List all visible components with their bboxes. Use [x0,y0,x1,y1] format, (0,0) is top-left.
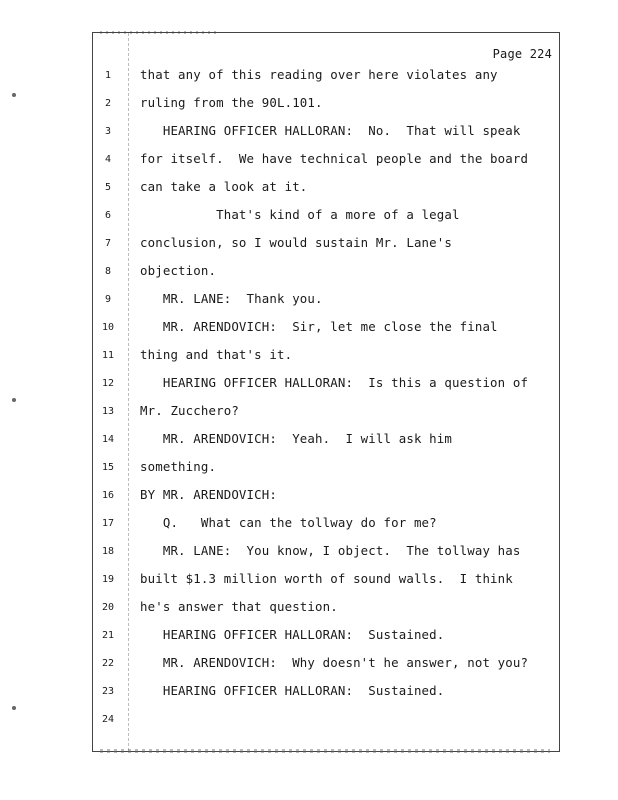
page-number: Page 224 [492,47,552,61]
line-text: conclusion, so I would sustain Mr. Lane's [140,235,453,250]
line-text: HEARING OFFICER HALLORAN: No. That will speak [140,123,521,138]
transcript-line [0,347,618,365]
transcript-line [0,263,618,281]
transcript-line [0,487,618,505]
line-text: MR. ARENDOVICH: Sir, let me close the final [140,319,498,334]
line-text: MR. LANE: Thank you. [140,291,323,306]
line-text: something. [140,459,217,474]
line-text: ruling from the 90L.101. [140,95,323,110]
transcript-line [0,683,618,701]
line-number: 15 [101,462,115,473]
margin-mark [12,398,16,402]
line-number: 11 [101,350,115,361]
line-text: MR. ARENDOVICH: Yeah. I will ask him [140,431,453,446]
transcript-line [0,655,618,673]
line-number: 20 [101,602,115,613]
line-number: 16 [101,490,115,501]
margin-mark [12,706,16,710]
transcript-line [0,235,618,253]
transcript-line [0,431,618,449]
line-number: 19 [101,574,115,585]
margin-mark [12,93,16,97]
line-text: Mr. Zucchero? [140,403,239,418]
line-number: 5 [104,182,112,193]
line-number: 3 [104,126,112,137]
transcript-line [0,67,618,85]
transcript-line [0,403,618,421]
transcript-line [0,571,618,589]
transcript-line [0,711,618,729]
line-text: he's answer that question. [140,599,338,614]
line-number: 14 [101,434,115,445]
line-number: 17 [101,518,115,529]
line-number: 2 [104,98,112,109]
line-text: MR. LANE: You know, I object. The tollway has [140,543,521,558]
transcript-line [0,599,618,617]
line-number: 21 [101,630,115,641]
line-number: 18 [101,546,115,557]
transcript-line [0,95,618,113]
transcript-line [0,179,618,197]
line-text: objection. [140,263,217,278]
line-number: 4 [104,154,112,165]
line-text: built $1.3 million worth of sound walls. I think [140,571,513,586]
transcript-line [0,123,618,141]
line-text: That's kind of a more of a legal [140,207,460,222]
line-number: 9 [104,294,112,305]
scan-artifact-bottom [100,749,550,753]
line-text: BY MR. ARENDOVICH: [140,487,277,502]
line-number: 7 [104,238,112,249]
transcript-line [0,543,618,561]
line-text: that any of this reading over here violates any [140,67,498,82]
transcript-line [0,151,618,169]
line-number: 23 [101,686,115,697]
transcript-line [0,515,618,533]
transcript-line [0,319,618,337]
line-number: 10 [101,322,115,333]
line-number: 6 [104,210,112,221]
line-number: 12 [101,378,115,389]
transcript-line [0,459,618,477]
line-number: 24 [101,714,115,725]
transcript-line [0,207,618,225]
line-number: 1 [104,70,112,81]
transcript-line [0,291,618,309]
line-number: 22 [101,658,115,669]
line-text: thing and that's it. [140,347,293,362]
line-text: HEARING OFFICER HALLORAN: Sustained. [140,627,445,642]
line-text: MR. ARENDOVICH: Why doesn't he answer, not you? [140,655,529,670]
line-number: 8 [104,266,112,277]
line-text: for itself. We have technical people and the board [140,151,529,166]
line-text: can take a look at it. [140,179,308,194]
line-text: HEARING OFFICER HALLORAN: Sustained. [140,683,445,698]
transcript-line [0,375,618,393]
line-text: Q. What can the tollway do for me? [140,515,437,530]
line-number: 13 [101,406,115,417]
line-text: HEARING OFFICER HALLORAN: Is this a question of [140,375,529,390]
transcript-line [0,627,618,645]
